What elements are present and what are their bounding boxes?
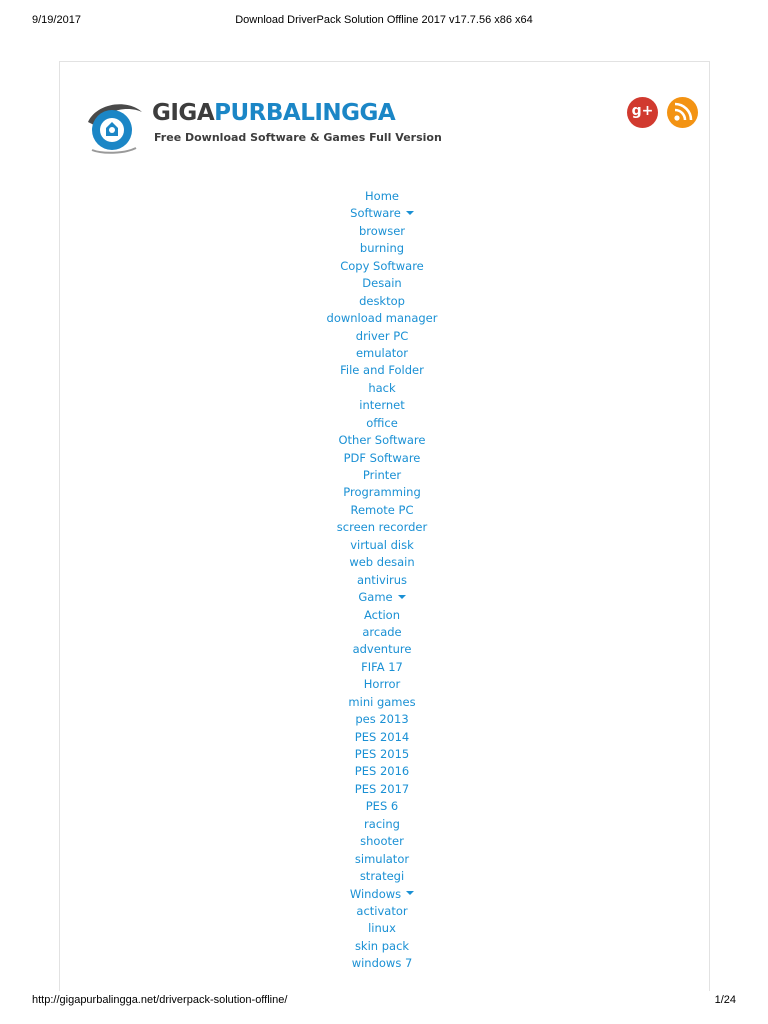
brand-part1: GIGA [152, 100, 215, 126]
nav-item-strategi[interactable] [232, 868, 532, 885]
nav-item-pes-2013[interactable] [232, 711, 532, 728]
nav-item-label: emulator [355, 345, 409, 360]
print-header [32, 14, 736, 30]
nav-item-label: Remote PC [350, 502, 414, 517]
nav-item-browser[interactable] [232, 223, 532, 240]
nav-item-label: adventure [352, 642, 412, 657]
nav-item-label: PES 2015 [354, 747, 410, 761]
nav-item-label: arcade [362, 624, 402, 639]
nav-item-label: mini games [348, 694, 416, 709]
nav-item-linux[interactable] [232, 920, 532, 937]
site-tagline: Free Download Software & Games Full Version [154, 131, 442, 144]
nav-item-label: driver PC [355, 328, 409, 343]
nav-item-software[interactable] [232, 205, 532, 222]
nav-item-label: FIFA 17 [361, 659, 403, 674]
print-page-number: 1/24 [714, 994, 736, 1006]
nav-item-label: skin pack [354, 938, 410, 953]
nav-item-label: File and Folder [340, 363, 424, 378]
site-logo[interactable] [82, 92, 442, 162]
nav-item-label: PES 2017 [354, 781, 410, 796]
site-brand-name [152, 100, 395, 126]
nav-item-desain[interactable] [232, 275, 532, 292]
nav-item-label: office [366, 415, 398, 430]
print-footer [32, 994, 736, 1010]
nav-item-simulator[interactable] [232, 851, 532, 868]
nav-item-horror[interactable] [232, 676, 532, 693]
caret-down-icon [398, 595, 406, 599]
nav-item-copy-software[interactable] [232, 258, 532, 275]
nav-item-pdf-software[interactable] [232, 450, 532, 467]
caret-down-icon [406, 211, 414, 215]
nav-item-hack[interactable] [232, 380, 532, 397]
nav-item-label: Copy Software [340, 258, 424, 273]
nav-item-programming[interactable] [232, 484, 532, 501]
rss-glyph [667, 97, 698, 128]
nav-item-label: web desain [349, 555, 415, 570]
main-navigation [232, 188, 532, 973]
print-date: 9/19/2017 [32, 14, 81, 26]
nav-item-label: PES 6 [365, 799, 399, 814]
nav-item-label: Desain [362, 276, 402, 291]
caret-down-icon [406, 891, 414, 895]
nav-item-label: Game [358, 590, 393, 605]
logo-eye-icon [82, 92, 146, 156]
nav-item-home[interactable] [232, 188, 532, 205]
nav-item-label: shooter [360, 834, 404, 849]
nav-item-label: antivirus [356, 572, 408, 587]
nav-item-label: PES 2014 [354, 729, 410, 744]
nav-item-virtual-disk[interactable] [232, 537, 532, 554]
nav-item-pes-2016[interactable] [232, 763, 532, 780]
nav-item-antivirus[interactable] [232, 572, 532, 589]
nav-item-windows[interactable] [232, 886, 532, 903]
nav-item-other-software[interactable] [232, 432, 532, 449]
nav-item-label: Action [363, 607, 401, 622]
nav-item-label: strategi [359, 869, 405, 884]
nav-item-label: PES 2016 [354, 764, 410, 779]
nav-item-label: browser [358, 223, 405, 238]
print-url: http://gigapurbalingga.net/driverpack-solution-offline/ [32, 994, 288, 1006]
nav-item-action[interactable] [232, 607, 532, 624]
nav-item-label: screen recorder [336, 520, 428, 535]
nav-item-activator[interactable] [232, 903, 532, 920]
nav-item-label: Windows [349, 886, 402, 901]
nav-item-adventure[interactable] [232, 641, 532, 658]
nav-item-racing[interactable] [232, 816, 532, 833]
nav-item-desktop[interactable] [232, 293, 532, 310]
nav-item-windows-7[interactable] [232, 955, 532, 972]
nav-item-fifa-17[interactable] [232, 659, 532, 676]
nav-item-label: racing [364, 816, 400, 831]
nav-item-web-desain[interactable] [232, 554, 532, 571]
nav-item-label: burning [359, 241, 405, 256]
brand-part2: PURBALINGGA [214, 100, 396, 126]
nav-item-internet[interactable] [232, 397, 532, 414]
nav-item-burning[interactable] [232, 240, 532, 257]
nav-item-label: simulator [354, 851, 410, 866]
nav-item-mini-games[interactable] [232, 694, 532, 711]
nav-item-file-and-folder[interactable] [232, 362, 532, 379]
print-page-title: Download DriverPack Solution Offline 2017 v17.7.56 x86 x64 [235, 14, 533, 26]
nav-item-skin-pack[interactable] [232, 938, 532, 955]
nav-item-arcade[interactable] [232, 624, 532, 641]
nav-item-label: desktop [359, 293, 405, 308]
nav-item-screen-recorder[interactable] [232, 519, 532, 536]
nav-item-shooter[interactable] [232, 833, 532, 850]
nav-item-label: Other Software [338, 433, 426, 448]
nav-item-download-manager[interactable] [232, 310, 532, 327]
nav-item-emulator[interactable] [232, 345, 532, 362]
google-plus-label: g+ [631, 103, 654, 119]
nav-item-label: internet [359, 398, 405, 413]
nav-item-pes-2014[interactable] [232, 729, 532, 746]
nav-item-label: Software [350, 206, 401, 221]
nav-item-label: virtual disk [350, 537, 414, 552]
nav-item-pes-2017[interactable] [232, 781, 532, 798]
nav-item-label: linux [368, 921, 396, 936]
nav-item-label: Printer [362, 468, 402, 482]
nav-item-label: PDF Software [343, 450, 421, 465]
nav-item-label: hack [368, 380, 396, 395]
nav-item-label: download manager [326, 311, 438, 326]
nav-item-label: Horror [363, 677, 401, 692]
nav-item-label: windows 7 [351, 956, 413, 971]
nav-item-remote-pc[interactable] [232, 502, 532, 519]
nav-item-pes-6[interactable] [232, 798, 532, 815]
google-plus-icon[interactable] [627, 97, 658, 128]
nav-item-label: pes 2013 [355, 712, 409, 727]
nav-item-label: activator [356, 903, 408, 918]
nav-item-game[interactable] [232, 589, 532, 606]
nav-item-label: Home [365, 189, 399, 203]
nav-item-label: Programming [343, 485, 421, 500]
nav-item-pes-2015[interactable] [232, 746, 532, 763]
nav-item-driver-pc[interactable] [232, 328, 532, 345]
rss-icon[interactable] [667, 97, 698, 128]
nav-item-printer[interactable] [232, 467, 532, 484]
nav-item-office[interactable] [232, 415, 532, 432]
